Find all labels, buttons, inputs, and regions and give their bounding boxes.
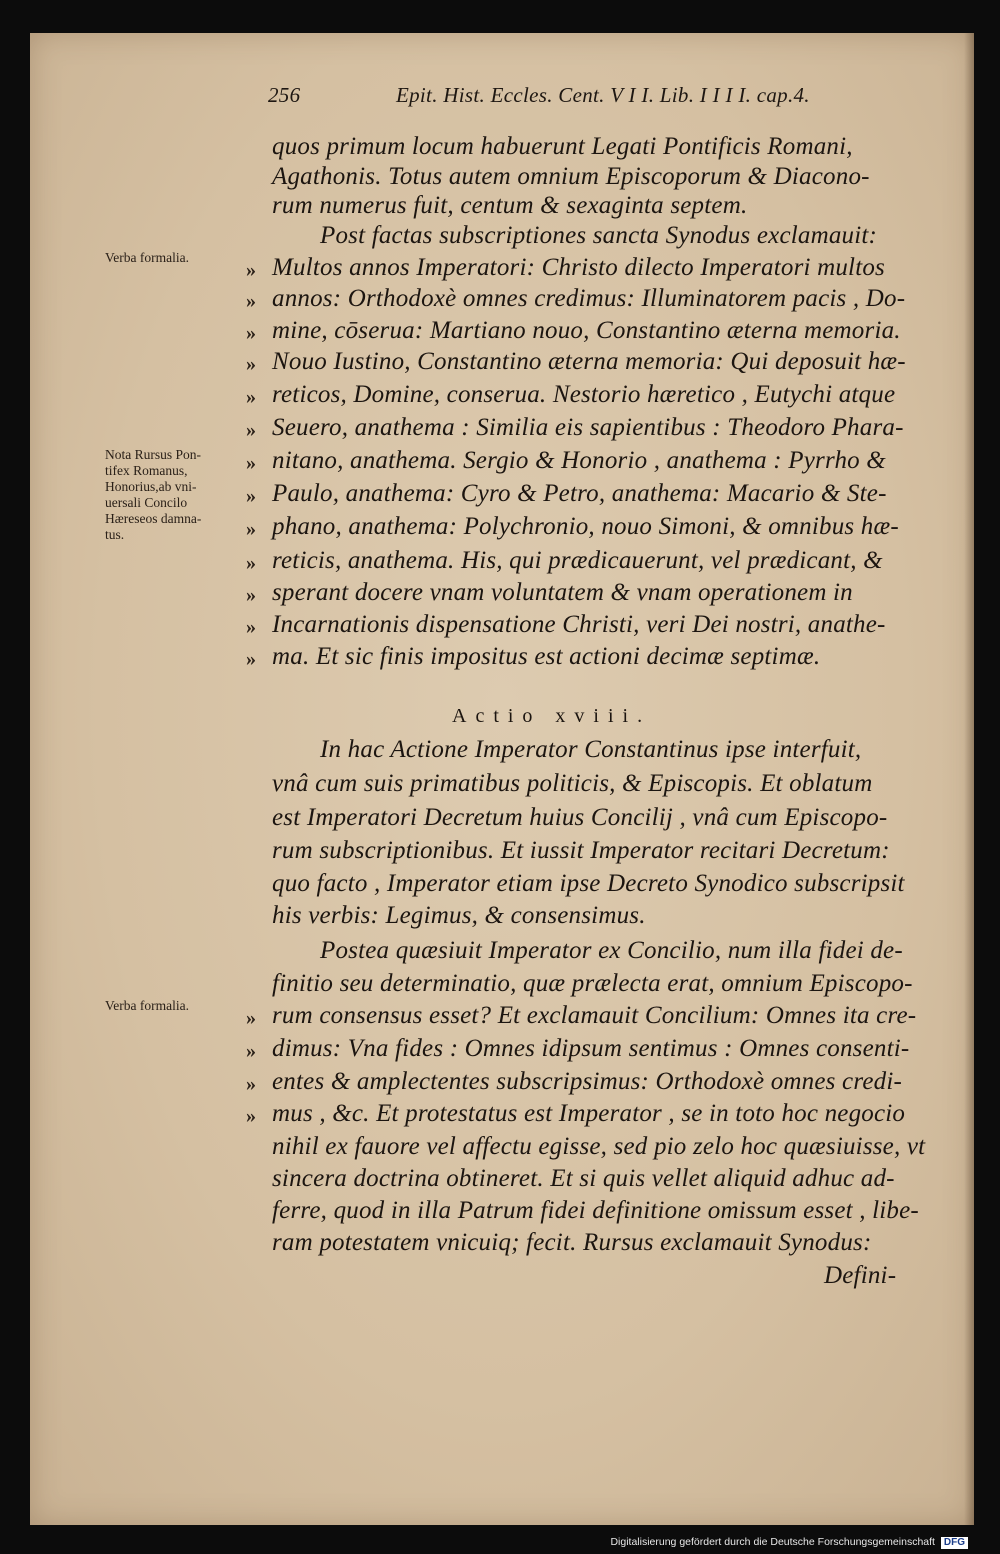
- section-heading: Actio xviii.: [452, 705, 652, 727]
- digitization-credit: [610, 1536, 968, 1552]
- quote-mark: »: [246, 452, 256, 474]
- running-head: [268, 83, 968, 113]
- text-line: nihil ex fauore vel affectu egisse, sed pio zelo hoc quæsiuisse, vt: [272, 1133, 926, 1160]
- quote-mark: »: [246, 259, 256, 281]
- text-line: annos: Orthodoxè omnes credimus: Illuminatorem pacis , Do-: [272, 285, 906, 312]
- text-line: rum subscriptionibus. Et iussit Imperator recitari Decretum:: [272, 837, 890, 864]
- text-line: entes & amplectentes subscripsimus: Orthodoxè omnes credi-: [272, 1068, 902, 1095]
- text-line: his verbis: Legimus, & consensimus.: [272, 902, 646, 929]
- text-line: ma. Et sic finis impositus est actioni decimæ septimæ.: [272, 643, 821, 670]
- quote-mark: »: [246, 616, 256, 638]
- quote-mark: »: [246, 584, 256, 606]
- margin-note: Verba formalia.: [105, 998, 189, 1013]
- text-line: Multos annos Imperatori: Christo dilecto Imperatori multos: [272, 254, 885, 281]
- text-line: est Imperatori Decretum huius Concilij , vnâ cum Episcopo-: [272, 804, 888, 831]
- quote-mark: »: [246, 1040, 256, 1062]
- text-line: Paulo, anathema: Cyro & Petro, anathema: Macario & Ste-: [272, 480, 887, 507]
- text-line: sincera doctrina obtineret. Et si quis vellet aliquid adhuc ad-: [272, 1165, 895, 1192]
- page-number: 256: [268, 83, 301, 107]
- margin-note: Nota Rursus Pon- tifex Romanus, Honorius,ab vni- uersali Concilo Hæreseos damna- tus.: [105, 447, 202, 542]
- text-line: dimus: Vna fides : Omnes idipsum sentimus : Omnes consenti-: [272, 1035, 910, 1062]
- quote-mark: »: [246, 322, 256, 344]
- text-line: Agathonis. Totus autem omnium Episcoporum & Diacono-: [272, 163, 870, 190]
- dfg-logo: DFG: [941, 1537, 968, 1549]
- text-line: finitio seu determinatio, quæ prælecta erat, omnium Episcopo-: [272, 970, 913, 997]
- quote-mark: »: [246, 1105, 256, 1127]
- text-line: Incarnationis dispensatione Christi, veri Dei nostri, anathe-: [272, 611, 886, 638]
- text-line: Postea quæsiuit Imperator ex Concilio, num illa fidei de-: [320, 937, 903, 964]
- quote-mark: »: [246, 1007, 256, 1029]
- quote-mark: »: [246, 648, 256, 670]
- text-line: rum numerus fuit, centum & sexaginta septem.: [272, 192, 748, 219]
- quote-mark: »: [246, 419, 256, 441]
- text-line: Post factas subscriptiones sancta Synodus exclamauit:: [320, 222, 878, 249]
- catchword: Defini-: [824, 1262, 897, 1289]
- text-line: reticis, anathema. His, qui prædicauerunt, vel prædicant, &: [272, 547, 883, 574]
- text-line: nitano, anathema. Sergio & Honorio , anathema : Pyrrho &: [272, 447, 886, 474]
- text-line: Seuero, anathema : Similia eis sapientibus : Theodoro Phara-: [272, 414, 904, 441]
- text-line: In hac Actione Imperator Constantinus ipse interfuit,: [320, 736, 862, 763]
- quote-mark: »: [246, 290, 256, 312]
- margin-note: Verba formalia.: [105, 250, 189, 265]
- text-line: mus , &c. Et protestatus est Imperator , se in toto hoc negocio: [272, 1100, 906, 1127]
- text-line: ferre, quod in illa Patrum fidei definitione omissum esset , libe-: [272, 1197, 919, 1224]
- text-line: rum consensus esset? Et exclamauit Concilium: Omnes ita cre-: [272, 1002, 917, 1029]
- page-edge-shadow: [964, 33, 974, 1525]
- book-page: [30, 33, 974, 1525]
- credit-text: Digitalisierung gefördert durch die Deutsche Forschungsgemeinschaft: [610, 1536, 935, 1548]
- quote-mark: »: [246, 1073, 256, 1095]
- quote-mark: »: [246, 518, 256, 540]
- text-line: mine, cōserua: Martiano nouo, Constantino æterna memoria.: [272, 317, 901, 344]
- text-line: quo facto , Imperator etiam ipse Decreto Synodico subscripsit: [272, 870, 905, 897]
- text-line: phano, anathema: Polychronio, nouo Simoni, & omnibus hæ-: [272, 513, 899, 540]
- text-line: quos primum locum habuerunt Legati Pontificis Romani,: [272, 133, 853, 160]
- text-line: vnâ cum suis primatibus politicis, & Episcopis. Et oblatum: [272, 770, 873, 797]
- text-line: reticos, Domine, conserua. Nestorio hæretico , Eutychi atque: [272, 381, 896, 408]
- quote-mark: »: [246, 552, 256, 574]
- quote-mark: »: [246, 353, 256, 375]
- text-line: ram potestatem vnicuiq; fecit. Rursus exclamauit Synodus:: [272, 1229, 872, 1256]
- text-line: Nouo Iustino, Constantino æterna memoria: Qui deposuit hæ-: [272, 348, 906, 375]
- text-line: sperant docere vnam voluntatem & vnam operationem in: [272, 579, 853, 606]
- running-title: Epit. Hist. Eccles. Cent. V I I. Lib. I I I I. cap.4.: [396, 83, 810, 107]
- quote-mark: »: [246, 485, 256, 507]
- quote-mark: »: [246, 386, 256, 408]
